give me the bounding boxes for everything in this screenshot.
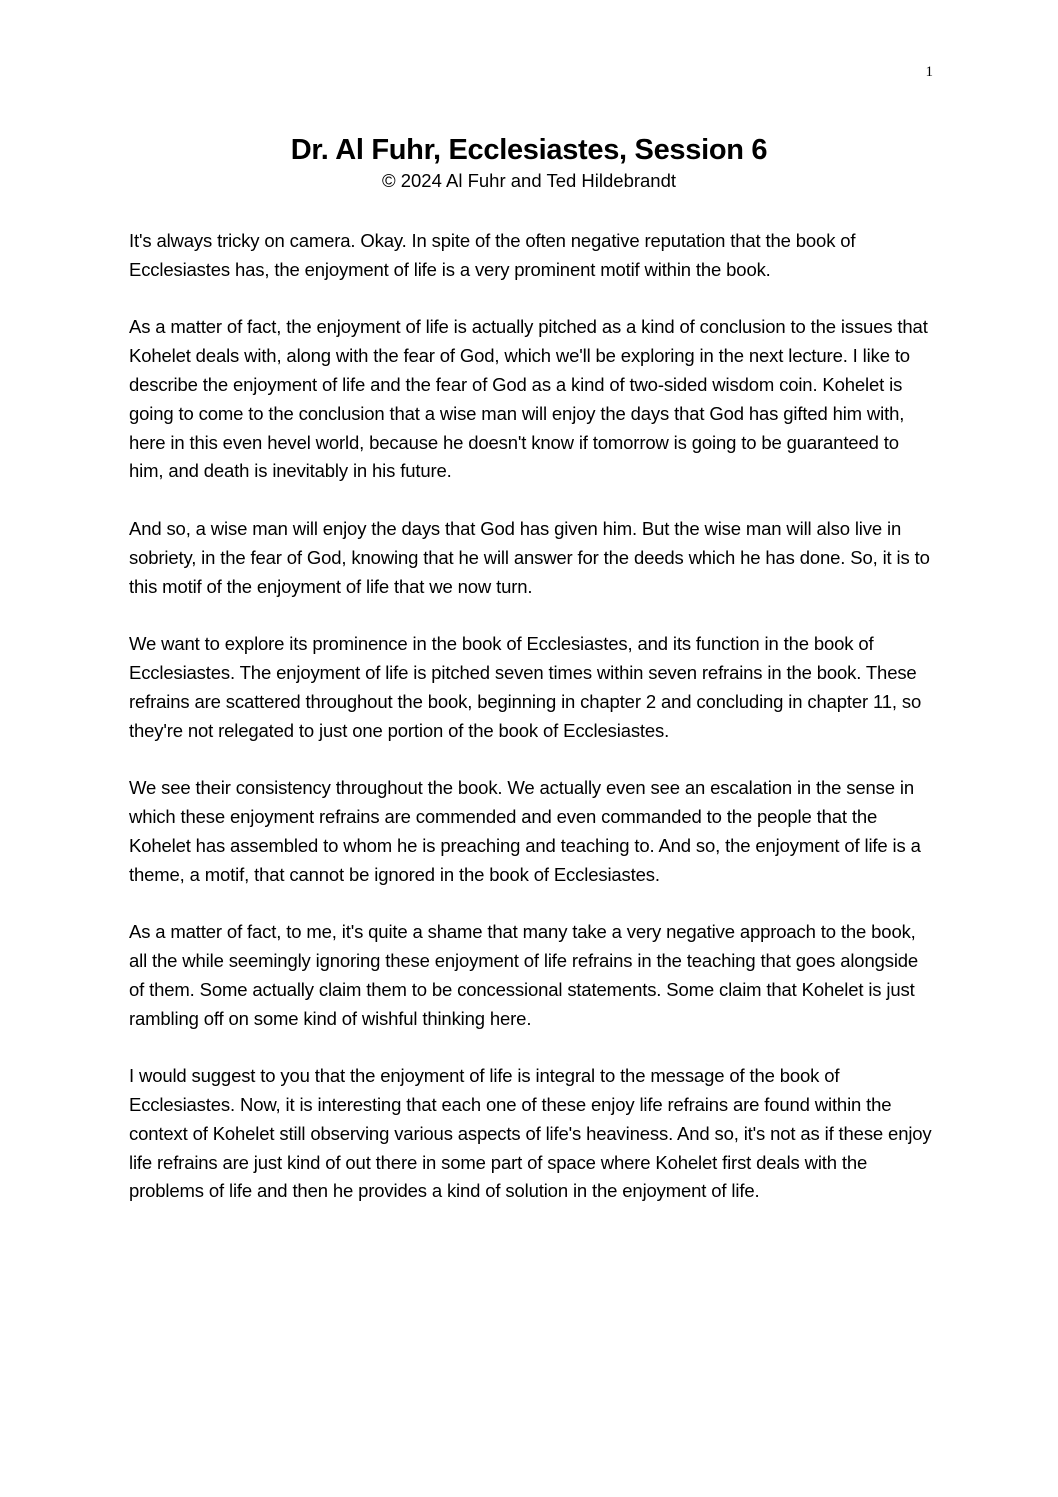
page-number: 1 [925,64,933,80]
transcript-body [129,227,932,1235]
paragraph: I would suggest to you that the enjoyment of life is integral to the message of the book of Ecclesiastes. Now, it is interesting that each one of these enjoy life refrains are found within the context of Kohelet still observing various aspects of life's heaviness. And so, it's not as if these enjoy life refrains are just kind of out there in some part of space where Kohelet first deals with the problems of life and then he provides a kind of solution in the enjoyment of life. [129,1065,932,1202]
paragraph: It's always tricky on camera. Okay. In spite of the often negative reputation that the book of Ecclesiastes has, the enjoyment of life is a very prominent motif within the book. [129,230,856,280]
paragraph: We see their consistency throughout the book. We actually even see an escalation in the sense in which these enjoyment refrains are commended and even commanded to the people that the Kohelet has assembled to whom he is preaching and teaching to. And so, the enjoyment of life is a theme, a motif, that cannot be ignored in the book of Ecclesiastes. [129,777,921,885]
document-header [0,132,1058,194]
paragraph: And so, a wise man will enjoy the days that God has given him. But the wise man will also live in sobriety, in the fear of God, knowing that he will answer for the deeds which he has done. So, it is to this motif of the enjoyment of life that we now turn. [129,517,930,597]
paragraph: As a matter of fact, the enjoyment of life is actually pitched as a kind of conclusion to the issues that Kohelet deals with, along with the fear of God, which we'll be exploring in the next lecture. I like to describe the enjoyment of life and the fear of God as a kind of two-sided wisdom coin. Kohelet is going to come to the conclusion that a wise man will enjoy the days that God has gifted him with, here in this even hevel world, because he doesn't know if tomorrow is going to be guaranteed to him, and death is inevitably in his future. [129,316,928,482]
paragraph: As a matter of fact, to me, it's quite a shame that many take a very negative approach to the book, all the while seemingly ignoring these enjoyment of life refrains in the teaching that goes alongside of them. Some actually claim them to be concessional statements. Some claim that Kohelet is just rambling off on some kind of wishful thinking here. [129,921,919,1029]
document-title: Dr. Al Fuhr, Ecclesiastes, Session 6 [290,134,768,166]
paragraph: We want to explore its prominence in the book of Ecclesiastes, and its function in the book of Ecclesiastes. The enjoyment of life is pitched seven times within seven refrains in the book. These refrains are scattered throughout the book, beginning in chapter 2 and concluding in chapter 11, so they're not relegated to just one portion of the book of Ecclesiastes. [129,633,922,741]
copyright-line: © 2024 Al Fuhr and Ted Hildebrandt [381,170,677,191]
